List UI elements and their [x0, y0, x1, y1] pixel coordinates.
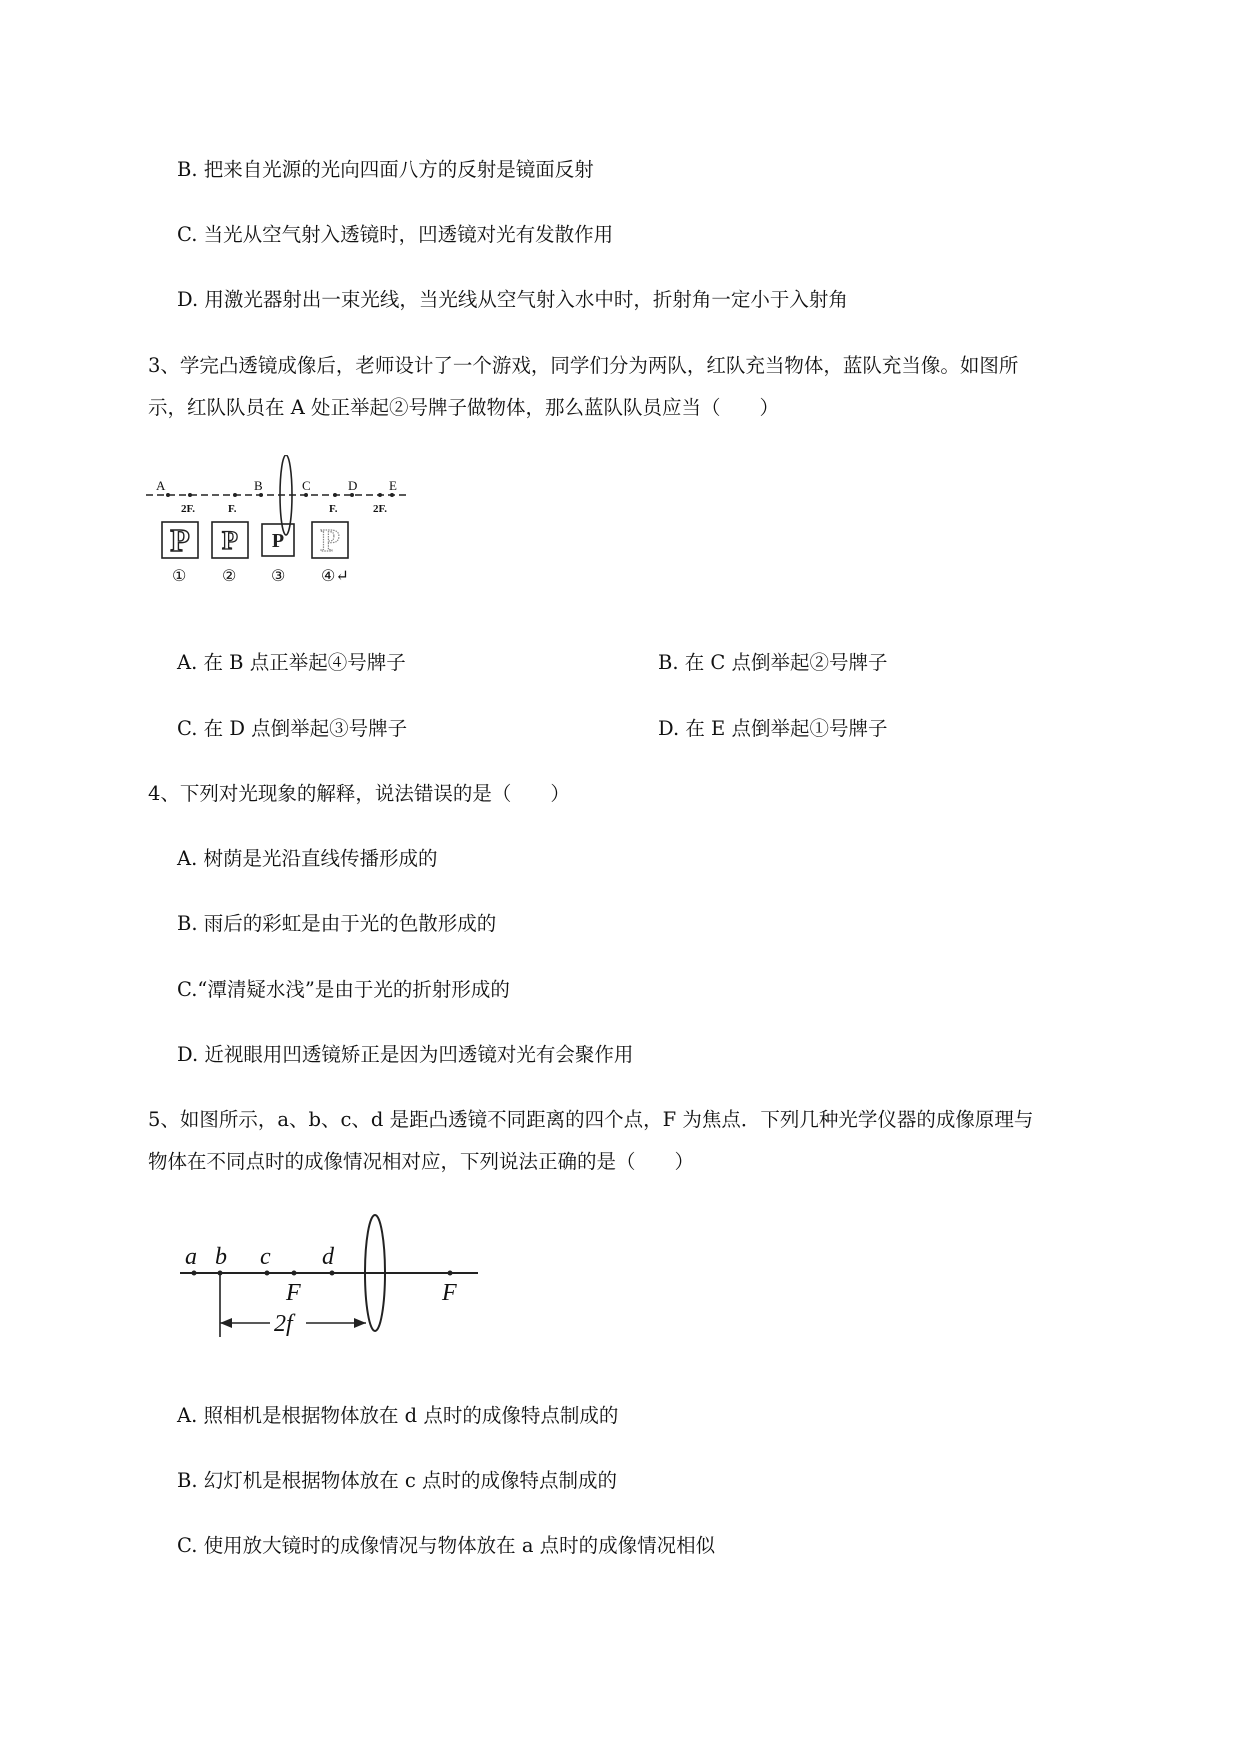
q3-point-e-label: E: [389, 478, 397, 493]
q4-option-c: C.“潭清疑水浅”是由于光的折射形成的: [177, 978, 510, 1001]
q3-option-b: B. 在 C 点倒举起②号牌子: [658, 651, 888, 674]
q5-stem-line1: 5、如图所示，a、b、c、d 是距凸透镜不同距离的四个点，F 为焦点．下列几种光学仪器的成像原理与: [148, 1108, 1034, 1131]
q3-card-3-glyph: P: [271, 530, 285, 552]
q3-card-1-glyph: P: [170, 522, 190, 558]
q3-stem-line1: 3、学完凸透镜成像后，老师设计了一个游戏，同学们分为两队，红队充当物体，蓝队充当像。如图所: [148, 354, 1019, 377]
q4-option-a: A. 树荫是光沿直线传播形成的: [177, 847, 438, 870]
q2-option-c: C. 当光从空气射入透镜时，凹透镜对光有发散作用: [177, 223, 614, 246]
q5-option-c: C. 使用放大镜时的成像情况与物体放在 a 点时的成像情况相似: [177, 1534, 716, 1557]
q3-card-2-glyph: P: [222, 526, 238, 555]
q3-point-b-label: B: [254, 478, 263, 493]
q3-card-2-number: ②: [222, 568, 237, 585]
q3-card-3-number: ③: [271, 568, 286, 585]
q4-option-b: B. 雨后的彩虹是由于光的色散形成的: [177, 912, 497, 935]
q3-point-d-label: D: [348, 478, 358, 493]
q5-2f-label: 2f: [274, 1311, 293, 1337]
q3-option-c: C. 在 D 点倒举起③号牌子: [177, 717, 408, 740]
q5-point-c-label: c: [260, 1244, 271, 1270]
q3-f-right-label: F.: [329, 503, 338, 515]
q5-f-right-label: F: [442, 1280, 457, 1306]
q3-card-4-glyph: P: [320, 522, 340, 558]
q5-stem-line2: 物体在不同点时的成像情况相对应，下列说法正确的是（ ）: [148, 1150, 695, 1173]
q5-lens-figure: [170, 1205, 490, 1355]
q5-point-b-label: b: [215, 1244, 227, 1270]
q3-point-c-label: C: [302, 478, 311, 493]
q3-option-d: D. 在 E 点倒举起①号牌子: [658, 717, 888, 740]
q3-2f-right-label: 2F.: [373, 503, 387, 515]
q3-2f-left-label: 2F.: [181, 503, 195, 515]
q5-option-a: A. 照相机是根据物体放在 d 点时的成像特点制成的: [177, 1404, 619, 1427]
q5-point-a-label: a: [185, 1244, 197, 1270]
q3-stem-line2: 示，红队队员在 A 处正举起②号牌子做物体，那么蓝队队员应当（ ）: [148, 396, 779, 419]
q3-f-left-label: F.: [228, 503, 237, 515]
q2-option-d: D. 用激光器射出一束光线，当光线从空气射入水中时，折射角一定小于入射角: [177, 288, 848, 311]
q3-option-a: A. 在 B 点正举起④号牌子: [177, 651, 406, 674]
q3-card-4-number: ④↵: [321, 568, 349, 585]
q5-f-left-label: F: [286, 1280, 301, 1306]
q2-option-b: B. 把来自光源的光向四面八方的反射是镜面反射: [177, 158, 594, 181]
q3-card-1-number: ①: [172, 568, 187, 585]
q4-stem: 4、下列对光现象的解释，说法错误的是（ ）: [148, 782, 570, 805]
q5-point-d-label: d: [322, 1244, 334, 1270]
q3-point-a-label: A: [156, 478, 166, 493]
q4-option-d: D. 近视眼用凹透镜矫正是因为凹透镜对光有会聚作用: [177, 1043, 634, 1066]
q3-lens-figure: [140, 455, 430, 615]
q5-option-b: B. 幻灯机是根据物体放在 c 点时的成像特点制成的: [177, 1469, 618, 1492]
